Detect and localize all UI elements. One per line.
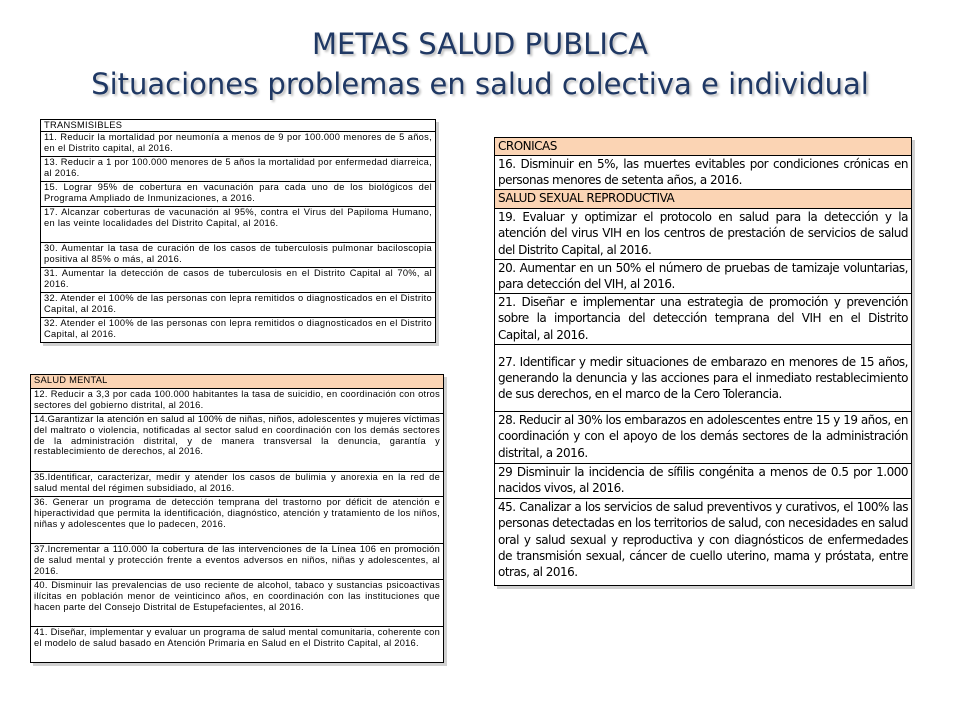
transmisibles-header: TRANSMISIBLES [41,120,436,132]
table-row: 31. Aumentar la detección de casos de tuberculosis en el Distrito Capital al 70%, al 2016. [41,267,436,292]
table-row: 28. Reducir al 30% los embarazos en adolescentes entre 15 y 19 años, en coordinación y con el apoyo de los demás sectores de la administración distrital, a 2016. [495,412,912,464]
table-row: 32. Atender el 100% de las personas con lepra remitidos o diagnosticados en el Distrito Capital, al 2016. [41,292,436,317]
table-row: 45. Canalizar a los servicios de salud preventivos y curativos, el 100% las personas detectadas en los territorios de salud, con necesidades en salud oral y salud sexual y reproductiva y con diagnósticos de enfermedades de transmisión sexual, cáncer de cuello uterino, mama y próstata, entre otras, al 2016. [495,499,912,586]
table-row: 41. Diseñar, implementar y evaluar un programa de salud mental comunitaria, coherente con el modelo de salud basado en Atención Primaria en Salud en el Distrito Capital, al 2016. [31,627,444,663]
table-row: 32. Atender el 100% de las personas con lepra remitidos o diagnosticados en el Distrito Capital, al 2016. [41,317,436,342]
table-row: 14.Garantizar la atención en salud al 100% de niñas, niños, adolescentes y mujeres víctimas del maltrato o violencia, notificadas al sector salud en coordinación con los demás sectores de la administración distrital, y de manera transversal la denuncia, garantía y restablecimiento de derechos, al 2016. [31,414,444,472]
table-row: 37.Incrementar a 110.000 la cobertura de las intervenciones de la Línea 106 en promoción de salud mental y protección frente a eventos adversos en niños, niñas y adolescentes, al 2016. [31,544,444,580]
table-row: 17. Alcanzar coberturas de vacunación al 95%, contra el Virus del Papiloma Humano, en las veinte localidades del Distrito Capital, al 2016. [41,206,436,242]
table-row: 19. Evaluar y optimizar el protocolo en salud para la detección y la atención del virus VIH en los centros de prestación de servicios de salud del Distrito Capital, al 2016. [495,209,912,260]
salud-sexual-header: SALUD SEXUAL REPRODUCTIVA [495,190,912,209]
salud-mental-header: SALUD MENTAL [31,375,444,389]
table-row: 21. Diseñar e implementar una estrategia de promoción y prevención sobre la importancia del detección temprana del VIH en el Distrito Capital, al 2016. [495,294,912,345]
table-row: 11. Reducir la mortalidad por neumonía a menos de 9 por 100.000 menores de 5 años, en el Distrito capital, al 2016. [41,131,436,156]
slide-subtitle: Situaciones problemas en salud colectiva e individual [91,67,869,101]
table-row: 30. Aumentar la tasa de curación de los casos de tuberculosis pulmonar baciloscopia positiva al 85% o más, al 2016. [41,242,436,267]
transmisibles-table [40,119,436,343]
table-row: 40. Disminuir las prevalencias de uso reciente de alcohol, tabaco y sustancias psicoactivas ilícitas en población menor de veinticinco años, en coordinación con las instituciones que hacen parte del Consejo Distrital de Estupefacientes, al 2016. [31,580,444,627]
table-row: 12. Reducir a 3,3 por cada 100.000 habitantes la tasa de suicidio, en coordinación con otros sectores del gobierno distrital, al 2016. [31,389,444,414]
cronicas-header: CRONICAS [495,138,912,156]
table-row: 20. Aumentar en un 50% el número de pruebas de tamizaje voluntarias, para detección del VIH, al 2016. [495,260,912,294]
table-row: 35.Identificar, caracterizar, medir y atender los casos de bulimia y anorexia en la red de salud mental del régimen subsidiado, al 2016. [31,472,444,497]
table-row: 27. Identificar y medir situaciones de embarazo en menores de 15 años, generando la denuncia y las acciones para el inmediato restablecimiento de sus derechos, en el marco de la Cero Tolerancia. [495,345,912,412]
salud-mental-table [30,374,444,663]
slide-title: METAS SALUD PUBLICA [312,27,648,61]
table-row: 36. Generar un programa de detección temprana del trastorno por déficit de atención e hiperactividad que permita la identificación, diagnóstico, atención y tratamiento de los niños, niñas y adolescentes que lo padecen, 2016. [31,497,444,544]
table-row: 29 Disminuir la incidencia de sífilis congénita a menos de 0.5 por 1.000 nacidos vivos, al 2016. [495,464,912,499]
cronicas-ssr-table [494,137,912,586]
table-row: 15. Lograr 95% de cobertura en vacunación para cada uno de los biológicos del Programa Ampliado de Inmunizaciones, a 2016. [41,181,436,206]
table-row: 13. Reducir a 1 por 100.000 menores de 5 años la mortalidad por enfermedad diarreica, al 2016. [41,156,436,181]
table-row: 16. Disminuir en 5%, las muertes evitables por condiciones crónicas en personas menores de setenta años, a 2016. [495,156,912,190]
